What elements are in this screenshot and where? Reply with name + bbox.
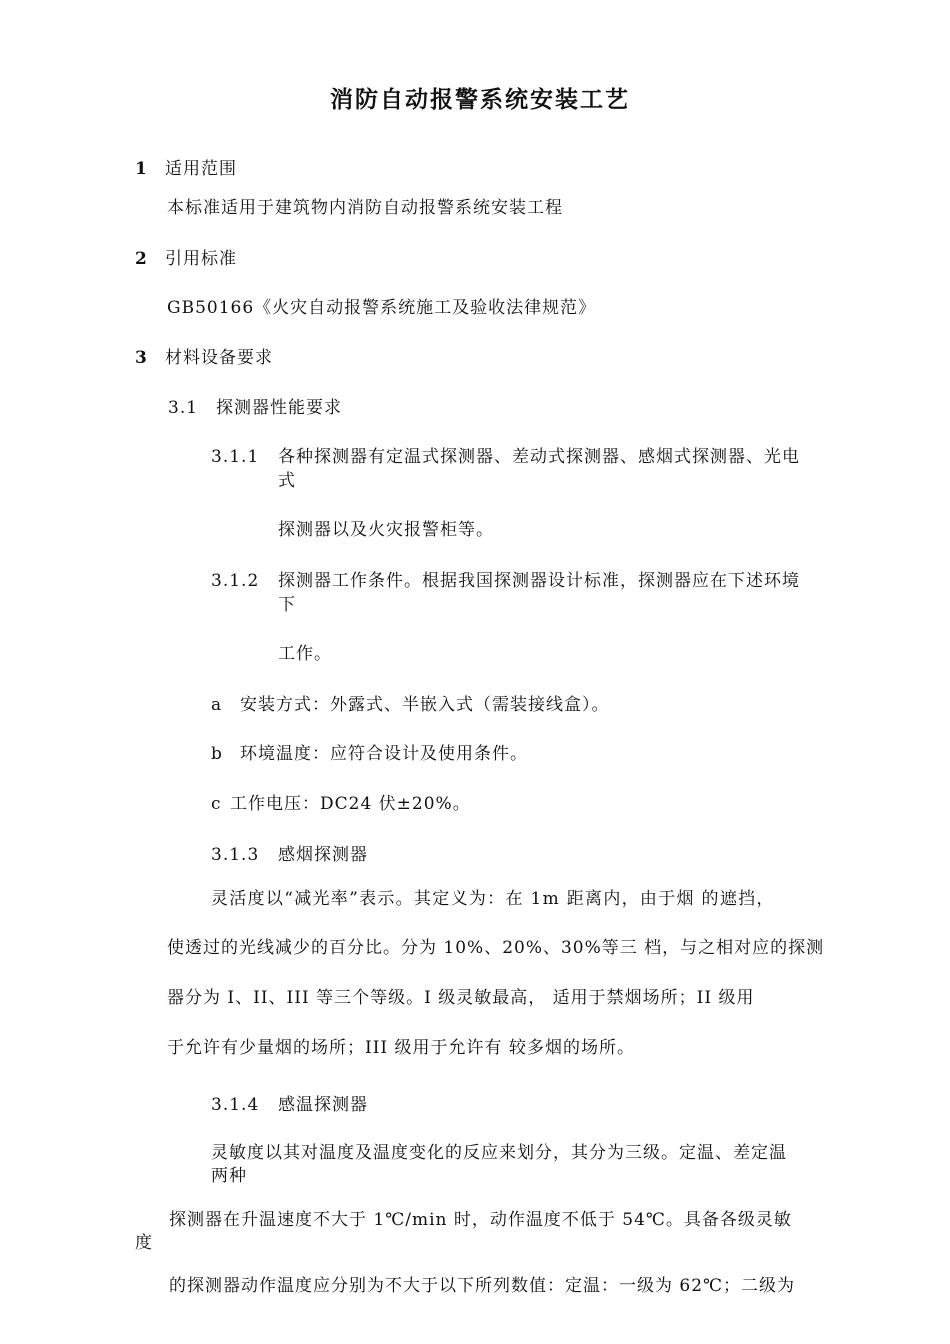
section-1-heading: 适用范围 <box>165 159 237 179</box>
document-title: 消防自动报警系统安装工艺 <box>330 86 630 113</box>
item-3-1-1-line2: 探测器以及火灾报警柜等。 <box>278 520 494 540</box>
item-3-1-2-line1: 探测器工作条件。根据我国探测器设计标准，探测器应在下述环境 <box>278 571 800 591</box>
item-3-1-3-heading: 感烟探测器 <box>278 845 368 865</box>
item-3-1-3-number: 3.1.3 <box>211 845 260 865</box>
condition-a-letter: a <box>211 695 223 715</box>
item-3-1-1-line1: 各种探测器有定温式探测器、差动式探测器、感烟式探测器、光电 <box>278 447 800 467</box>
item-3-1-4-line2-wrap: 度 <box>135 1233 153 1253</box>
item-3-1-1-number: 3.1.1 <box>211 447 260 467</box>
item-3-1-3-line2: 使透过的光线减少的百分比。分为 10%、20%、30%等三 档，与之相对应的探测 <box>167 938 825 958</box>
section-2-heading: 引用标准 <box>165 249 237 269</box>
item-3-1-4-line3: 的探测器动作温度应分别为不大于以下所列数值：定温：一级为 62℃；二级为 <box>169 1276 796 1296</box>
item-3-1-4-number: 3.1.4 <box>211 1095 260 1115</box>
condition-c-text: 工作电压：DC24 伏±20%。 <box>230 794 471 814</box>
item-3-1-4-line2: 探测器在升温速度不大于 1℃/min 时，动作温度不低于 54℃。具备各级灵敏 <box>169 1210 792 1230</box>
item-3-1-4-line1-wrap: 两种 <box>211 1166 247 1186</box>
condition-c-letter: c <box>211 794 222 814</box>
section-1-body: 本标准适用于建筑物内消防自动报警系统安装工程 <box>167 198 563 218</box>
condition-b-letter: b <box>211 744 223 764</box>
item-3-1-2-line2: 工作。 <box>278 644 332 664</box>
condition-b-text: 环境温度：应符合设计及使用条件。 <box>240 744 528 764</box>
item-3-1-3-line4: 于允许有少量烟的场所；III 级用于允许有 较多烟的场所。 <box>167 1038 635 1058</box>
item-3-1-3-line3: 器分为 I、II、III 等三个等级。I 级灵敏最高， 适用于禁烟场所；II 级用 <box>167 988 755 1008</box>
section-3-number: 3 <box>135 348 148 368</box>
condition-a-text: 安装方式：外露式、半嵌入式（需装接线盒）。 <box>240 695 610 715</box>
subsection-3-1-heading: 探测器性能要求 <box>216 398 342 418</box>
section-2-number: 2 <box>135 249 148 269</box>
item-3-1-2-line1-wrap: 下 <box>278 595 296 615</box>
section-2-body: GB50166《火灾自动报警系统施工及验收法律规范》 <box>167 298 597 318</box>
section-3-heading: 材料设备要求 <box>165 348 273 368</box>
item-3-1-2-number: 3.1.2 <box>211 571 260 591</box>
item-3-1-4-line1: 灵敏度以其对温度及温度变化的反应来划分，其分为三级。定温、差定温 <box>211 1143 787 1163</box>
item-3-1-3-line1: 灵活度以“减光率”表示。其定义为：在 1m 距离内，由于烟 的遮挡， <box>211 889 775 909</box>
section-1-number: 1 <box>135 159 148 179</box>
item-3-1-1-line1-wrap: 式 <box>278 471 296 491</box>
item-3-1-4-heading: 感温探测器 <box>278 1095 368 1115</box>
subsection-3-1-number: 3.1 <box>168 398 199 418</box>
